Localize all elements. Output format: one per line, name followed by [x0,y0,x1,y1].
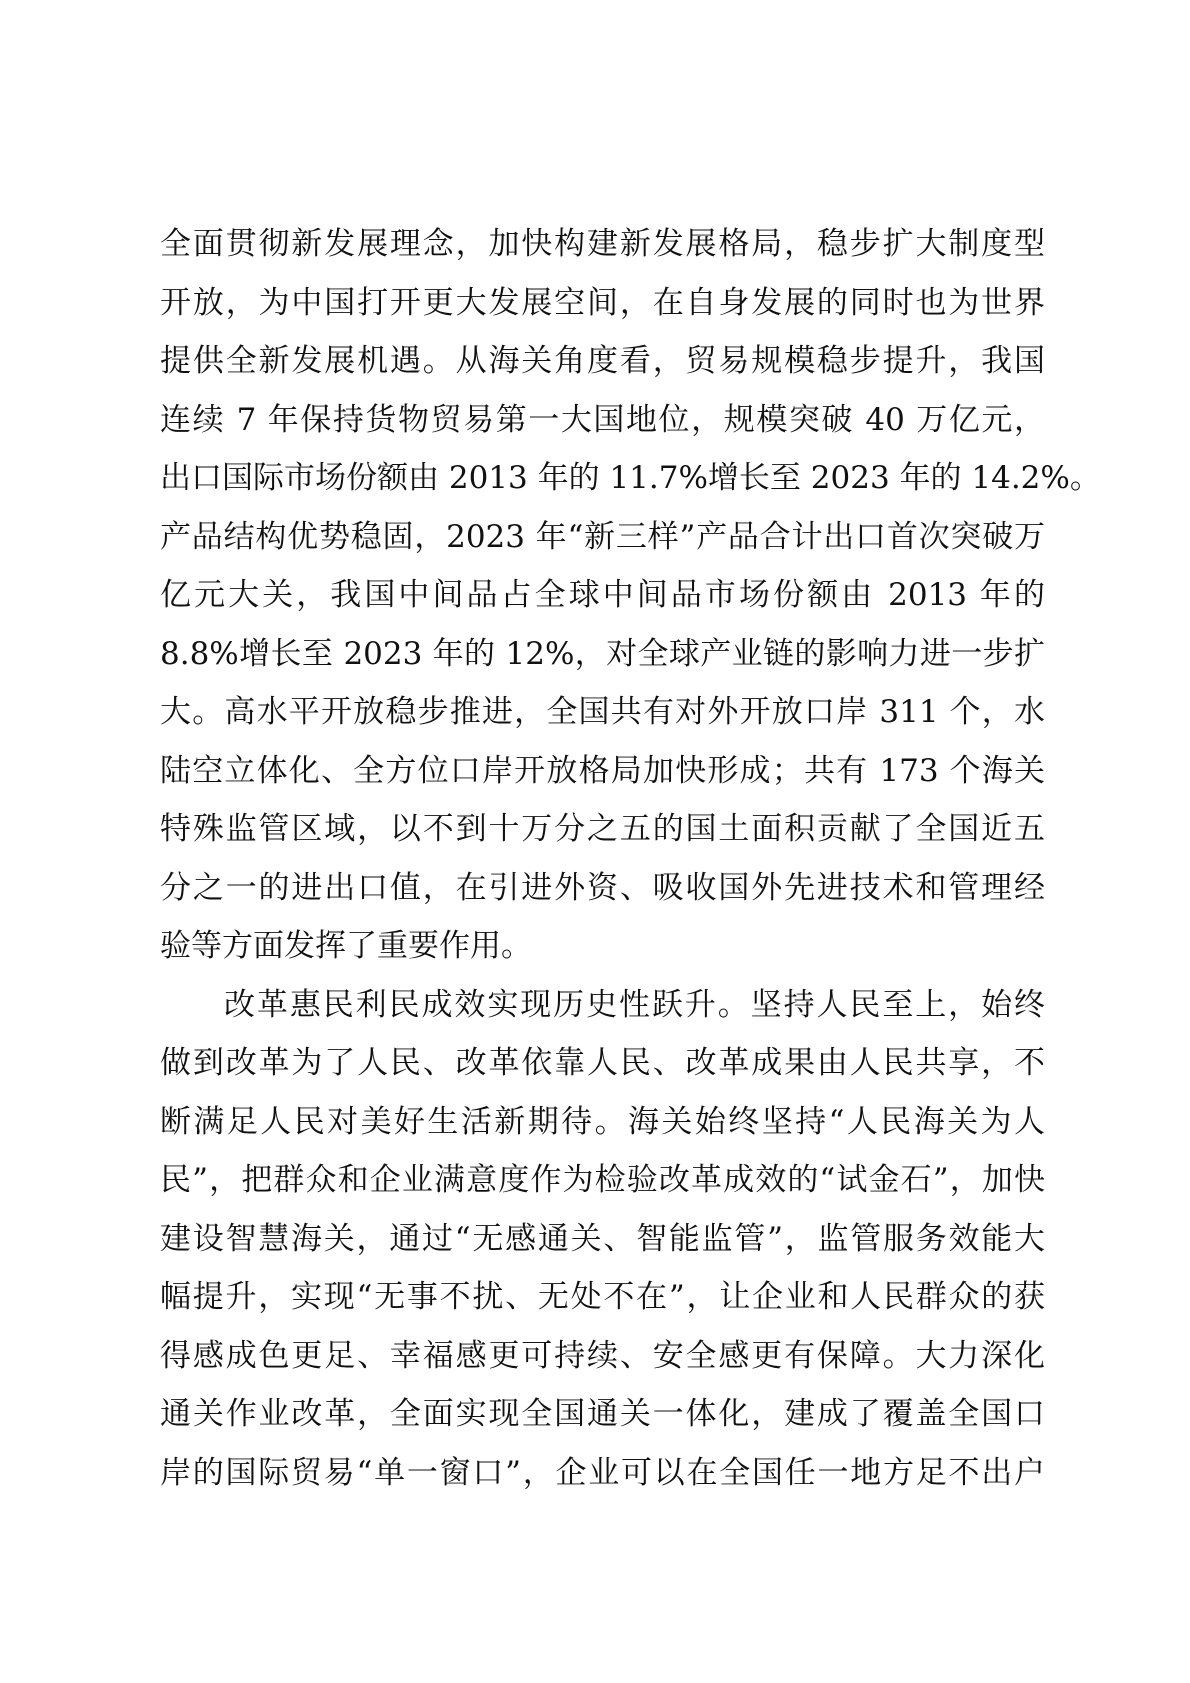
text-line: 开放，为中国打开更大发展空间，在自身发展的同时也为世界 [160,284,1045,321]
text-line: 8.8%增长至 2023 年的 12%，对全球产业链的影响力进一步扩 [160,635,1045,672]
text-line: 幅提升，实现“无事不扰、无处不在”，让企业和人民群众的获 [160,1279,1045,1315]
paragraph-end-line: 验等方面发挥了重要作用。 [160,928,532,964]
text-line: 分之一的进出口值，在引进外资、吸收国外先进技术和管理经 [160,869,1045,906]
text-line: 断满足人民对美好生活新期待。海关始终坚持“人民海关为人 [160,1103,1045,1140]
text-line: 陆空立体化、全方位口岸开放格局加快形成；共有 173 个海关 [160,752,1045,789]
text-line: 全面贯彻新发展理念，加快构建新发展格局，稳步扩大制度型 [160,226,1045,262]
text-line: 岸的国际贸易“单一窗口”，企业可以在全国任一地方足不出户 [160,1454,1045,1491]
text-line: 民”，把群众和企业满意度作为检验改革成效的“试金石”，加快 [160,1162,1045,1198]
text-line: 连续 7 年保持货物贸易第一大国地位，规模突破 40 万亿元， [160,401,1045,438]
text-line: 做到改革为了人民、改革依靠人民、改革成果由人民共享，不 [160,1045,1045,1081]
paragraph-start-line: 改革惠民利民成效实现历史性跃升。坚持人民至上，始终 [224,986,1045,1023]
text-line: 出口国际市场份额由 2013 年的 11.7%增长至 2023 年的 14.2%。 [160,460,1101,496]
text-line: 通关作业改革，全面实现全国通关一体化，建成了覆盖全国口 [160,1396,1045,1432]
text-line: 产品结构优势稳固，2023 年“新三样”产品合计出口首次突破万 [160,518,1045,555]
body-text [160,215,1101,1502]
text-line: 提供全新发展机遇。从海关角度看，贸易规模稳步提升，我国 [160,343,1045,379]
text-line: 亿元大关，我国中间品占全球中间品市场份额由 2013 年的 [160,577,1045,613]
text-line: 特殊监管区域，以不到十万分之五的国土面积贡献了全国近五 [160,811,1045,847]
text-line: 得感成色更足、幸福感更可持续、安全感更有保障。大力深化 [160,1337,1045,1374]
text-line: 建设智慧海关，通过“无感通关、智能监管”，监管服务效能大 [160,1220,1045,1257]
text-line: 大。高水平开放稳步推进，全国共有对外开放口岸 311 个，水 [160,694,1045,730]
